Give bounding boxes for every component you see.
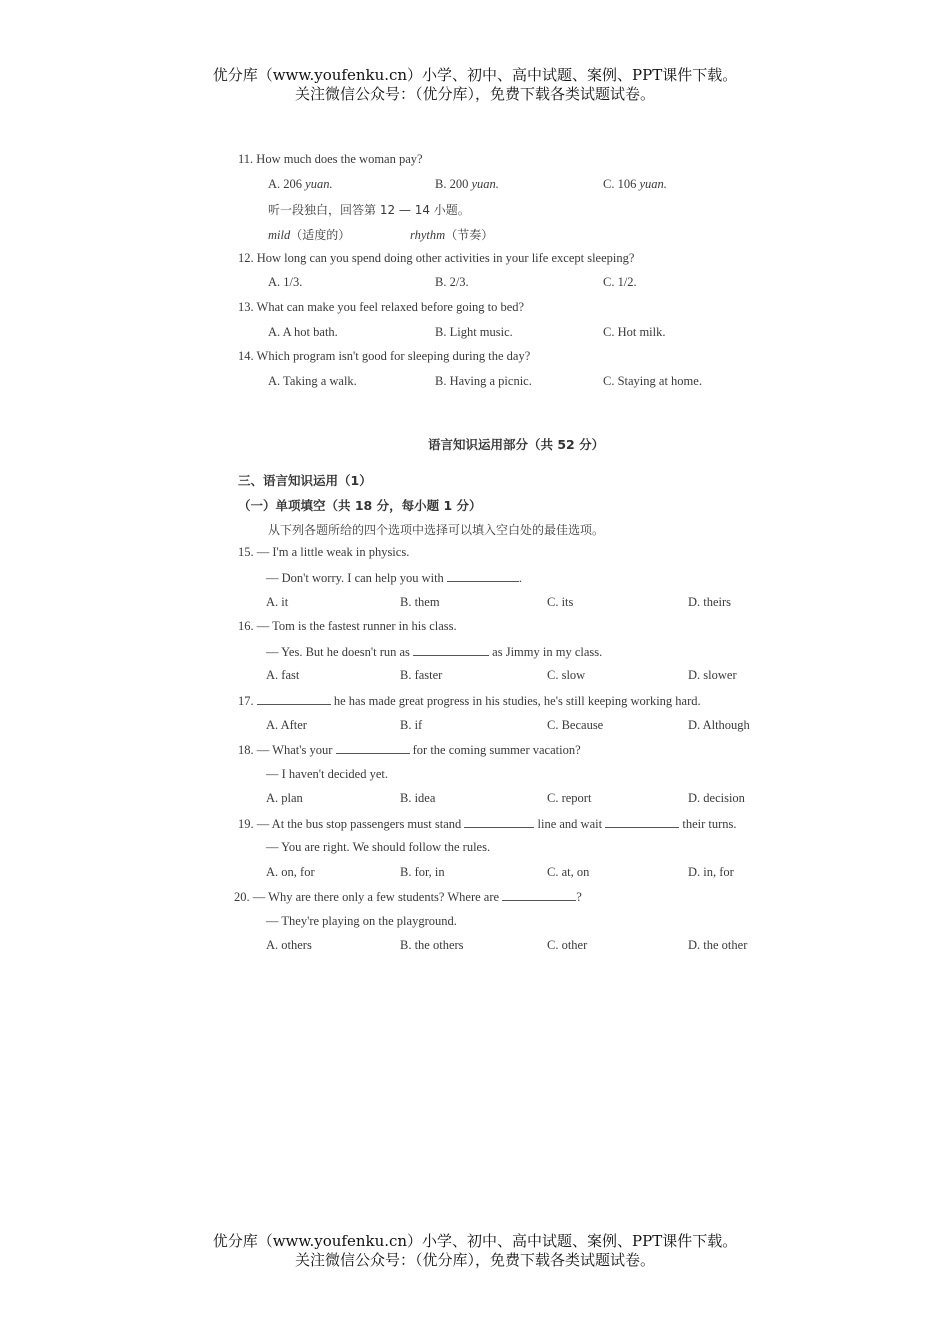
q16-option-c: C. slow bbox=[547, 668, 586, 682]
q14-option-a: A. Taking a walk. bbox=[268, 374, 357, 388]
q17-option-c: C. Because bbox=[547, 718, 604, 732]
section-3-heading: 三、语言知识运用（1） bbox=[238, 473, 372, 488]
q15-option-a: A. it bbox=[266, 595, 289, 609]
header-line-2: 关注微信公众号：（优分库），免费下载各类试题试卷。 bbox=[294, 85, 655, 103]
instruction: 从下列各题所给的四个选项中选择可以填入空白处的最佳选项。 bbox=[268, 523, 605, 537]
q19-option-d: D. in, for bbox=[688, 865, 734, 879]
q17-option-b: B. if bbox=[400, 718, 423, 732]
question-12: 12. How long can you spend doing other activities in your life except sleeping? bbox=[238, 251, 635, 265]
q18-option-d: D. decision bbox=[688, 791, 745, 805]
q11-option-a: A. 206 yuan. bbox=[268, 177, 333, 191]
q11-option-c: C. 106 yuan. bbox=[603, 177, 667, 191]
question-13: 13. What can make you feel relaxed before going to bed? bbox=[238, 300, 525, 314]
q16-line-2: — Yes. But he doesn't run as as Jimmy in my class. bbox=[266, 645, 603, 659]
q19-option-c: C. at, on bbox=[547, 865, 590, 879]
q19-line-2: — You are right. We should follow the rules. bbox=[266, 840, 491, 854]
q15-option-c: C. its bbox=[547, 595, 574, 609]
question-20: 20. — Why are there only a few students? Where are ? bbox=[234, 890, 582, 904]
question-15: 15. — I'm a little weak in physics. bbox=[238, 545, 410, 559]
q17-option-a: A. After bbox=[266, 718, 307, 732]
page-header bbox=[0, 66, 950, 104]
q15-line-2: — Don't worry. I can help you with . bbox=[266, 571, 523, 585]
q15-option-d: D. theirs bbox=[688, 595, 732, 609]
q16-option-b: B. faster bbox=[400, 668, 443, 682]
q13-option-a: A. A hot bath. bbox=[268, 325, 338, 339]
q20-option-b: B. the others bbox=[400, 938, 464, 952]
vocab-rhythm: rhythm（节奏） bbox=[410, 228, 494, 242]
q16-option-a: A. fast bbox=[266, 668, 300, 682]
question-14: 14. Which program isn't good for sleeping during the day? bbox=[238, 349, 531, 363]
question-11: 11. How much does the woman pay? bbox=[238, 152, 423, 166]
q18-line-2: — I haven't decided yet. bbox=[266, 767, 388, 781]
q18-option-a: A. plan bbox=[266, 791, 303, 805]
q11-option-b: B. 200 yuan. bbox=[435, 177, 499, 191]
footer-line-2: 关注微信公众号：（优分库），免费下载各类试题试卷。 bbox=[294, 1251, 655, 1269]
q20-line-2: — They're playing on the playground. bbox=[266, 914, 457, 928]
q18-option-c: C. report bbox=[547, 791, 592, 805]
scanned-exam-page bbox=[230, 140, 830, 980]
page-footer bbox=[0, 1232, 950, 1270]
question-18: 18. — What's your for the coming summer vacation? bbox=[238, 743, 581, 757]
vocab-mild: mild（适度的） bbox=[268, 228, 351, 242]
q19-option-a: A. on, for bbox=[266, 865, 315, 879]
q18-option-b: B. idea bbox=[400, 791, 436, 805]
part-title: 语言知识运用部分（共 52 分） bbox=[428, 437, 605, 452]
question-17: 17. he has made great progress in his studies, he's still keeping working hard. bbox=[238, 694, 701, 708]
q17-option-d: D. Although bbox=[688, 718, 750, 732]
q15-option-b: B. them bbox=[400, 595, 440, 609]
q12-option-c: C. 1/2. bbox=[603, 275, 637, 289]
q20-option-d: D. the other bbox=[688, 938, 748, 952]
question-19: 19. — At the bus stop passengers must stand line and wait their turns. bbox=[238, 817, 737, 831]
section-3-1-heading: （一）单项填空（共 18 分，每小题 1 分） bbox=[238, 498, 482, 513]
footer-line-1: 优分库（www.youfenku.cn）小学、初中、高中试题、案例、PPT课件下载。 bbox=[212, 1232, 738, 1250]
q16-option-d: D. slower bbox=[688, 668, 737, 682]
q13-option-c: C. Hot milk. bbox=[603, 325, 666, 339]
q13-option-b: B. Light music. bbox=[435, 325, 513, 339]
question-16: 16. — Tom is the fastest runner in his class. bbox=[238, 619, 457, 633]
q19-option-b: B. for, in bbox=[400, 865, 445, 879]
q12-option-b: B. 2/3. bbox=[435, 275, 469, 289]
monologue-instruction: 听一段独白，回答第 12 — 14 小题。 bbox=[268, 203, 470, 217]
q14-option-c: C. Staying at home. bbox=[603, 374, 702, 388]
q14-option-b: B. Having a picnic. bbox=[435, 374, 532, 388]
q20-option-c: C. other bbox=[547, 938, 588, 952]
q20-option-a: A. others bbox=[266, 938, 312, 952]
q12-option-a: A. 1/3. bbox=[268, 275, 303, 289]
header-line-1: 优分库（www.youfenku.cn）小学、初中、高中试题、案例、PPT课件下载。 bbox=[212, 66, 738, 84]
